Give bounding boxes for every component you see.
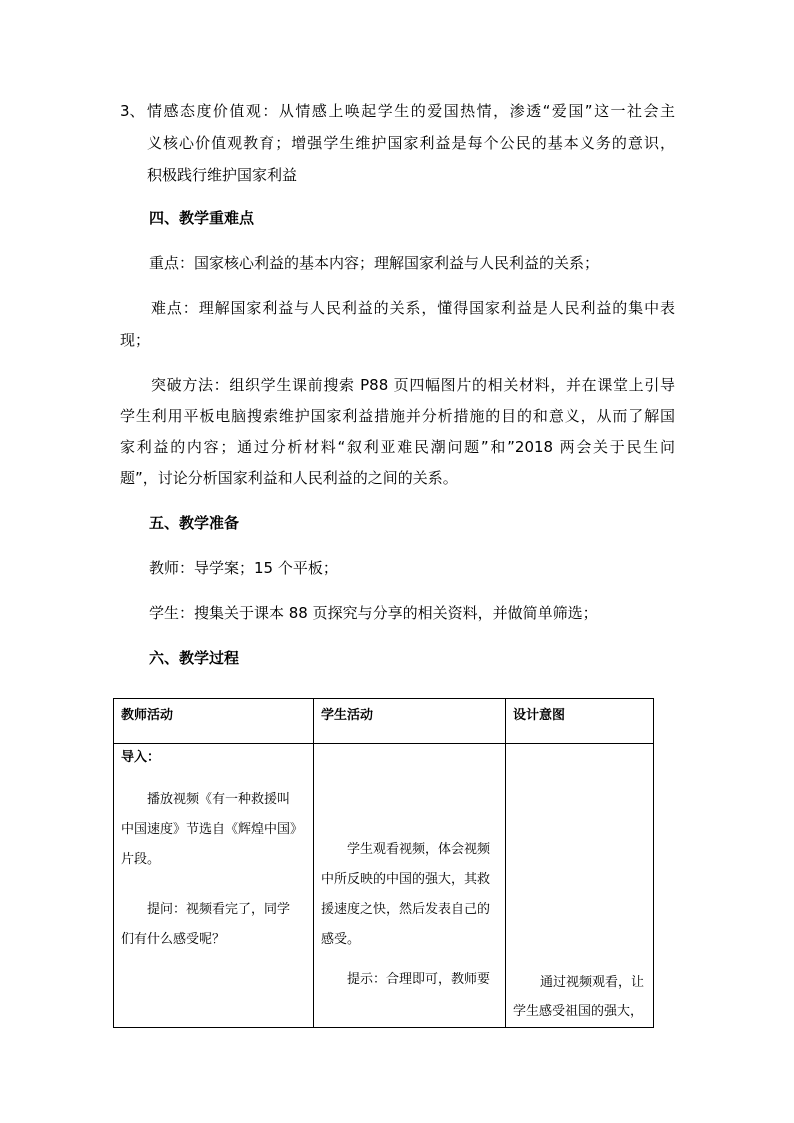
intent-line-2: 学生感受祖国的强大，	[513, 1004, 644, 1019]
header-teacher-activity: 教师活动	[121, 708, 174, 723]
video-text-line-2: 中国速度》节选自《辉煌中国》	[121, 822, 304, 837]
design-intent-cell	[506, 744, 654, 1028]
method-line-4: 题”，讨论分析国家利益和人民利益的之间的关系。	[120, 469, 458, 487]
difficulty-line-2: 现；	[120, 331, 151, 349]
intro-label: 导入：	[121, 750, 161, 765]
section-4-heading: 四、教学重难点	[149, 209, 255, 227]
method-line-3: 家利益的内容；通过分析材料“叙利亚难民潮问题”和”2018 两会关于民生问	[120, 438, 675, 456]
objective-3-number: 3、	[120, 102, 145, 120]
section-5-heading: 五、教学准备	[149, 514, 240, 532]
section-6-heading: 六、教学过程	[149, 649, 240, 667]
header-student-activity: 学生活动	[321, 708, 374, 723]
student-watch-line-2: 中所反映的中国的强大，其救	[321, 872, 491, 887]
method-line-1: 突破方法：组织学生课前搜索 P88 页四幅图片的相关材料，并在课堂上引导	[151, 376, 675, 394]
header-cell-teacher	[114, 699, 314, 744]
table-header-row	[114, 699, 654, 744]
header-design-intent: 设计意图	[513, 708, 566, 723]
student-watch-line-4: 感受。	[321, 932, 361, 947]
student-preparation: 学生：搜集关于课本 88 页探究与分享的相关资料，并做简单筛选；	[149, 604, 598, 622]
teacher-activity-cell	[114, 744, 314, 1028]
student-activity-cell	[314, 744, 506, 1028]
objective-3-line-1: 情感态度价值观：从情感上唤起学生的爱国热情，渗透“爱国”这一社会主	[147, 102, 675, 120]
objective-3-line-2: 义核心价值观教育；增强学生维护国家利益是每个公民的基本义务的意识，	[147, 134, 675, 152]
method-line-2: 学生利用平板电脑搜索维护国家利益措施并分析措施的目的和意义，从而了解国	[120, 407, 675, 425]
student-watch-line-1: 学生观看视频，体会视频	[347, 842, 491, 857]
video-text-line-1: 播放视频《有一种救援叫	[147, 792, 291, 807]
objective-3-line-3: 积极践行维护国家利益	[147, 166, 298, 184]
key-points: 重点：国家核心利益的基本内容；理解国家利益与人民利益的关系；	[149, 254, 600, 272]
header-cell-intent	[506, 699, 654, 744]
question-text-line-1: 提问：视频看完了，同学	[147, 902, 291, 917]
teaching-process-table	[113, 698, 654, 1028]
student-watch-line-3: 援速度之快，然后发表自己的	[321, 902, 491, 917]
table-row	[114, 744, 654, 1028]
teacher-preparation: 教师：导学案；15 个平板；	[149, 559, 338, 577]
difficulty-line-1: 难点：理解国家利益与人民利益的关系，懂得国家利益是人民利益的集中表	[151, 299, 675, 317]
question-text-line-2: 们有什么感受呢？	[121, 932, 226, 947]
header-cell-student	[314, 699, 506, 744]
intent-line-1: 通过视频观看，让	[540, 975, 645, 990]
video-text-line-3: 片段。	[121, 852, 161, 867]
student-hint-line-1: 提示：合理即可，教师要	[347, 972, 491, 987]
